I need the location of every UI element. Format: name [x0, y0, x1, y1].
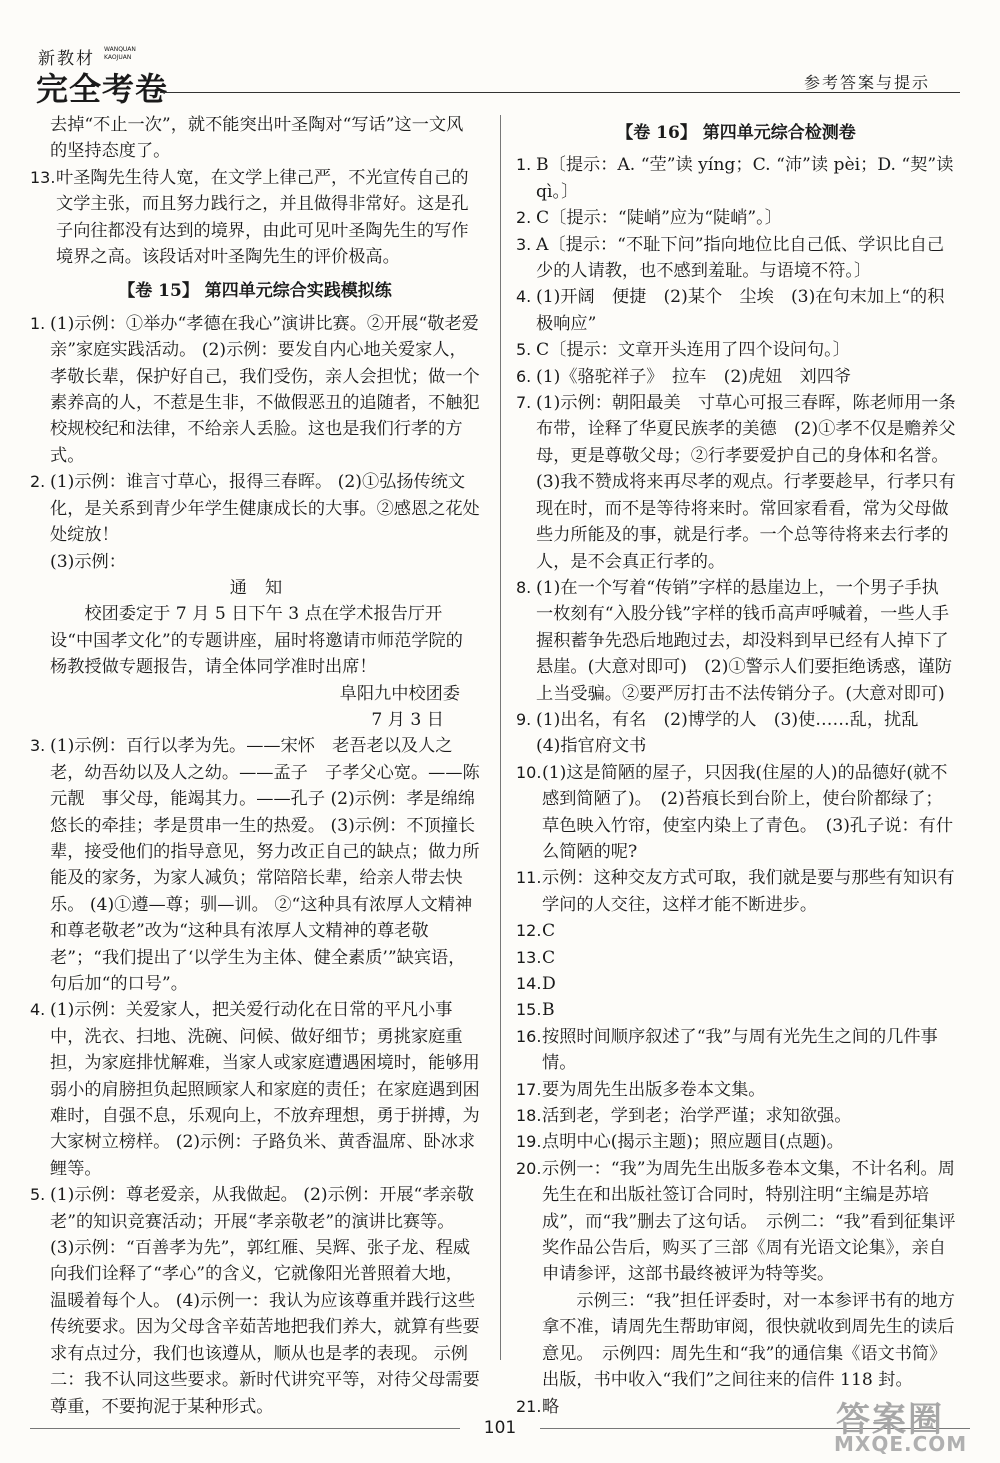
answer-1 [30, 311, 480, 469]
answer-text: (1)在一个写着“传销”字样的悬崖边上，一个男子手执一枚刻有“入股分钱”字样的钱币高声呼喊着，一些人手握积蓄争先恐后地跑过去，却没料到早已经有人掉下了悬崖。(大意对即可) (2)①警示人们要拒绝诱惑，谨防上当受骗。②要严厉打击不法传销分子。(大意对即可) [536, 577, 952, 704]
answer-number: 9. [516, 709, 532, 729]
answer-number: 2. [516, 208, 532, 228]
answer-r3 [516, 232, 956, 285]
answer-number: 18. [516, 1106, 542, 1126]
watermark-sub-text: MXQE.COM [834, 1432, 968, 1456]
answer-text: 示例一：“我”为周先生出版多卷本文集，不计名利。周先生在和出版社签订合同时，特别注明“主编是苏培成”，而“我”删去了这句话。 示例二：“我”看到征集评奖作品公告后，购买了三部《周有光语文论集》，亲自申请参评，这部书最终被评为特等奖。 [542, 1158, 956, 1285]
answer-r14 [516, 971, 956, 997]
answer-r10 [516, 760, 956, 866]
answer-text: (1)出名，有名 (2)博学的人 (3)使……乱，扰乱 (4)指官府文书 [536, 709, 936, 757]
answer-text: B [542, 1000, 555, 1021]
answer-number: 10. [516, 762, 542, 782]
answer-text: 要为周先生出版多卷本文集。 [542, 1079, 766, 1100]
brand-pinyin-line-1: WANQUAN [104, 46, 136, 53]
answer-r19 [516, 1129, 956, 1155]
answer-text: 按照时间顺序叙述了“我”与周有光先生之间的几件事情。 [542, 1026, 938, 1074]
answer-number: 15. [516, 1000, 542, 1020]
answer-r5 [516, 337, 956, 363]
answer-r4 [516, 284, 956, 337]
answer-number: 3. [516, 234, 532, 254]
header-section-title: 参考答案与提示 [803, 73, 930, 92]
answer-number: 14. [516, 974, 542, 993]
answer-text: D [542, 974, 556, 994]
brand-pinyin-line-2: KAOJUAN [104, 54, 132, 61]
answer-r6 [516, 364, 956, 390]
answer-text: (1)示例：①举办“孝德在我心”演讲比赛。②开展“敬老爱亲”家庭实践活动。 (2)示例：要发自内心地关爱家人，孝敬长辈，保护好自己，我们受伤，亲人会担忧；做一个素养高的人，不惹是生非，不做假恶丑的追随者，不触犯校规校纪和法律，不给亲人丢脸。这也是我们行孝的方式。 [50, 313, 480, 466]
answer-r11 [516, 865, 956, 918]
answer-r1 [516, 152, 956, 205]
notice-date: 7 月 3 日 [371, 709, 444, 730]
watermark-main-text: 答案圈 [836, 1400, 944, 1440]
answer-r20-continued: 示例三：“我”担任评委时，对一本参评书有的地方拿不准，请周先生帮助审阅，很快就收到周先生的读后意见。 示例四：周先生和“我”的通信集《语文书简》出版，书中收入“我们”之间往来的信件 118 封。 [542, 1290, 955, 1391]
header-rule [160, 92, 960, 93]
answer-number: 6. [516, 366, 532, 386]
answer-number: 7. [516, 393, 532, 413]
answer-3 [30, 733, 480, 997]
notice-body: 校团委定于 7 月 5 日下午 3 点在学术报告厅开设“中国孝文化”的专题讲座，届时将邀请市师范学院的杨教授做专题报告，请全体同学准时出席！ [50, 604, 463, 678]
answer-2 [30, 469, 480, 548]
answer-text: (1)开阔 便捷 (2)某个 尘埃 (3)在句末加上“的积极响应” [536, 287, 945, 334]
answer-number: 4. [30, 1000, 46, 1020]
page-header [0, 0, 1000, 108]
watermark-logo [832, 1392, 972, 1456]
answer-number: 4. [516, 287, 532, 307]
answer-text: A〔提示：“不耻下问”指向地位比自己低、学识比自己少的人请教，也不感到羞耻。与语境不符。〕 [536, 234, 945, 282]
answer-number: 8. [516, 577, 532, 597]
answer-text: C [542, 921, 556, 942]
answer-text: (1)示例：关爱家人，把关爱行动化在日常的平凡小事中，洗衣、扫地、洗碗、问候、做好细节；勇挑家庭重担，为家庭排忧解难，当家人或家庭遭遇困境时，能够用弱小的肩膀担负起照顾家人和家庭的责任；在家庭遇到困难时，自强不息，乐观向上，不放弃理想，勇于拼搏，为大家树立榜样。 (2)示例：子路负米、黄香温席、卧冰求鲤等。 [50, 1000, 480, 1179]
answer-text: (1)示例：尊老爱亲，从我做起。 (2)示例：开展“孝亲敬老”的知识竞赛活动；开展“孝亲敬老”的演讲比赛等。 (3)示例：“百善孝为先”，郭红雁、吴辉、张子龙、程威向我们诠释了“孝心”的含义，它就像阳光普照着大地，温暖着每个人。 (4)示例一：我认为应该尊重并践行这些传统要求。因为父母含辛茹苦地把我们养大，就算有些要求有点过分，我们也该遵从，顺从也是孝的表现。 示例二：我不认同这些要求。新时代讲究平等，对待父母需要尊重，不要拘泥于某种形式。 [50, 1185, 480, 1417]
answer-5 [30, 1182, 480, 1420]
answer-number: 5. [30, 1185, 46, 1205]
answer-r12 [516, 918, 956, 944]
right-column [516, 112, 956, 1420]
answer-number: 1. [516, 155, 532, 175]
section-title-15: 【卷 15】 第四单元综合实践模拟练 [118, 281, 392, 302]
answer-text: 点明中心(揭示主题)；照应题目(点题)。 [542, 1132, 844, 1153]
answer-r17 [516, 1077, 956, 1103]
notice-title: 通知 [229, 577, 301, 598]
answer-r20 [516, 1156, 956, 1288]
answer-number: 3. [30, 736, 46, 756]
answer-r9 [516, 707, 956, 760]
answer-text: 活到老，学到老；治学严谨；求知欲强。 [542, 1106, 852, 1127]
left-column [30, 112, 480, 1420]
answer-text: 叶圣陶先生待人宽，在文学上律己严，不光宣传自己的文学主张，而且努力践行之，并且做得非常好。这是孔子向往都没有达到的境界，由此可见叶圣陶先生的写作境界之高。该段话对叶圣陶先生的评价极高。 [56, 167, 469, 268]
answer-r2 [516, 205, 956, 231]
page-number: 101 [483, 1418, 517, 1438]
brand-logo: 完全考卷 [36, 70, 169, 108]
answer-number: 13. [30, 167, 56, 187]
answer-r8 [516, 575, 956, 707]
notice-block [30, 549, 480, 734]
answer-text: (1)《骆驼祥子》 拉车 (2)虎妞 刘四爷 [536, 366, 852, 387]
answer-text: C〔提示：“陡峭”应为“陡峭”。〕 [536, 208, 782, 229]
answer-number: 5. [516, 340, 532, 360]
answer-text: 略 [542, 1396, 560, 1417]
answer-number: 12. [516, 921, 542, 941]
answer-number: 19. [516, 1132, 542, 1152]
answer-text: C [542, 947, 556, 968]
answer-text: (1)示例：朝阳最美 寸草心可报三春晖，陈老师用一条布带，诠释了华夏民族孝的美德 (2)①孝不仅是赡养父母，更是尊敬父母；②行孝要爱护自己的身体和名誉。 (3)我不赞成将来再尽孝的观点。行孝要趁早，行孝只有现在时，而不是等待将来时。常回家看看，常为父母做些力所能及的事，就是行孝。一个总等待将来去行孝的人，是不会真正行孝的。 [536, 393, 958, 572]
answer-number: 11. [516, 868, 542, 888]
brand-pinyin [104, 46, 136, 62]
answer-13 [30, 165, 480, 271]
answer-r16 [516, 1024, 956, 1077]
answer-text: C〔提示：文章开头连用了四个设问句。〕 [536, 340, 850, 361]
column-divider [500, 115, 501, 1360]
answer-text: (1)示例：谁言寸草心，报得三春晖。 (2)①弘扬传统文化，是关系到青少年学生健康成长的大事。②感恩之花处处绽放！ [50, 472, 480, 546]
notice-org: 阜阳九中校团委 [339, 683, 460, 704]
answer-number: 16. [516, 1026, 542, 1046]
answer-text: B〔提示：A. “茔”读 yíng；C. “沛”读 pèi；D. “契”读 qì。〕 [536, 155, 954, 202]
answer-r13 [516, 945, 956, 971]
answer-number: 17. [516, 1079, 542, 1099]
answer-number: 20. [516, 1158, 542, 1178]
answer-r18 [516, 1103, 956, 1129]
answer-number: 1. [30, 313, 46, 333]
notice-label: (3)示例： [50, 551, 126, 572]
answer-number: 21. [516, 1396, 542, 1416]
answer-r7 [516, 390, 956, 575]
answer-4 [30, 997, 480, 1182]
answer-number: 2. [30, 472, 46, 492]
answer-text: (1)这是简陋的屋子，只因我(住屋的人)的品德好(就不感到简陋了)。 (2)苔痕长到台阶上，使台阶都绿了；草色映入竹帘，使室内染上了青色。 (3)孔子说：有什么简陋的呢? [542, 762, 954, 862]
section-title-16: 【卷 16】 第四单元综合检测卷 [616, 123, 856, 143]
answer-number: 13. [516, 947, 542, 967]
answer-text: 示例：这种交友方式可取，我们就是要与那些有知识有学问的人交往，这样才能不断进步。 [542, 868, 955, 915]
answer-12-continuation: 去掉“不止一次”，就不能突出叶圣陶对“写话”这一文风的坚持态度了。 [50, 115, 464, 162]
answer-text: (1)示例：百行以孝为先。——宋怀 老吾老以及人之老，幼吾幼以及人之幼。——孟子 子孝父心宽。——陈元靓 事父母，能竭其力。——孔子 (2)示例：孝是绵绵悠长的牵挂；孝是贯串一生的热爱。 (3)示例：不顶撞长辈，接受他们的指导意见，努力改正自己的缺点；做力所能及的家务，为家人减负；常陪陪长辈，给亲人带去快乐。 (4)①遵—尊；驯—训。 ②“这种具有浓厚人文精神和尊老敬老”改为“这种具有浓厚人文精神的尊老敬老”；“我们提出了‘以学生为主体、健全素质’”缺宾语，句后加“的口号”。 [50, 736, 480, 994]
brand-top-text: 新教材 [38, 49, 95, 69]
answer-r15 [516, 997, 956, 1023]
